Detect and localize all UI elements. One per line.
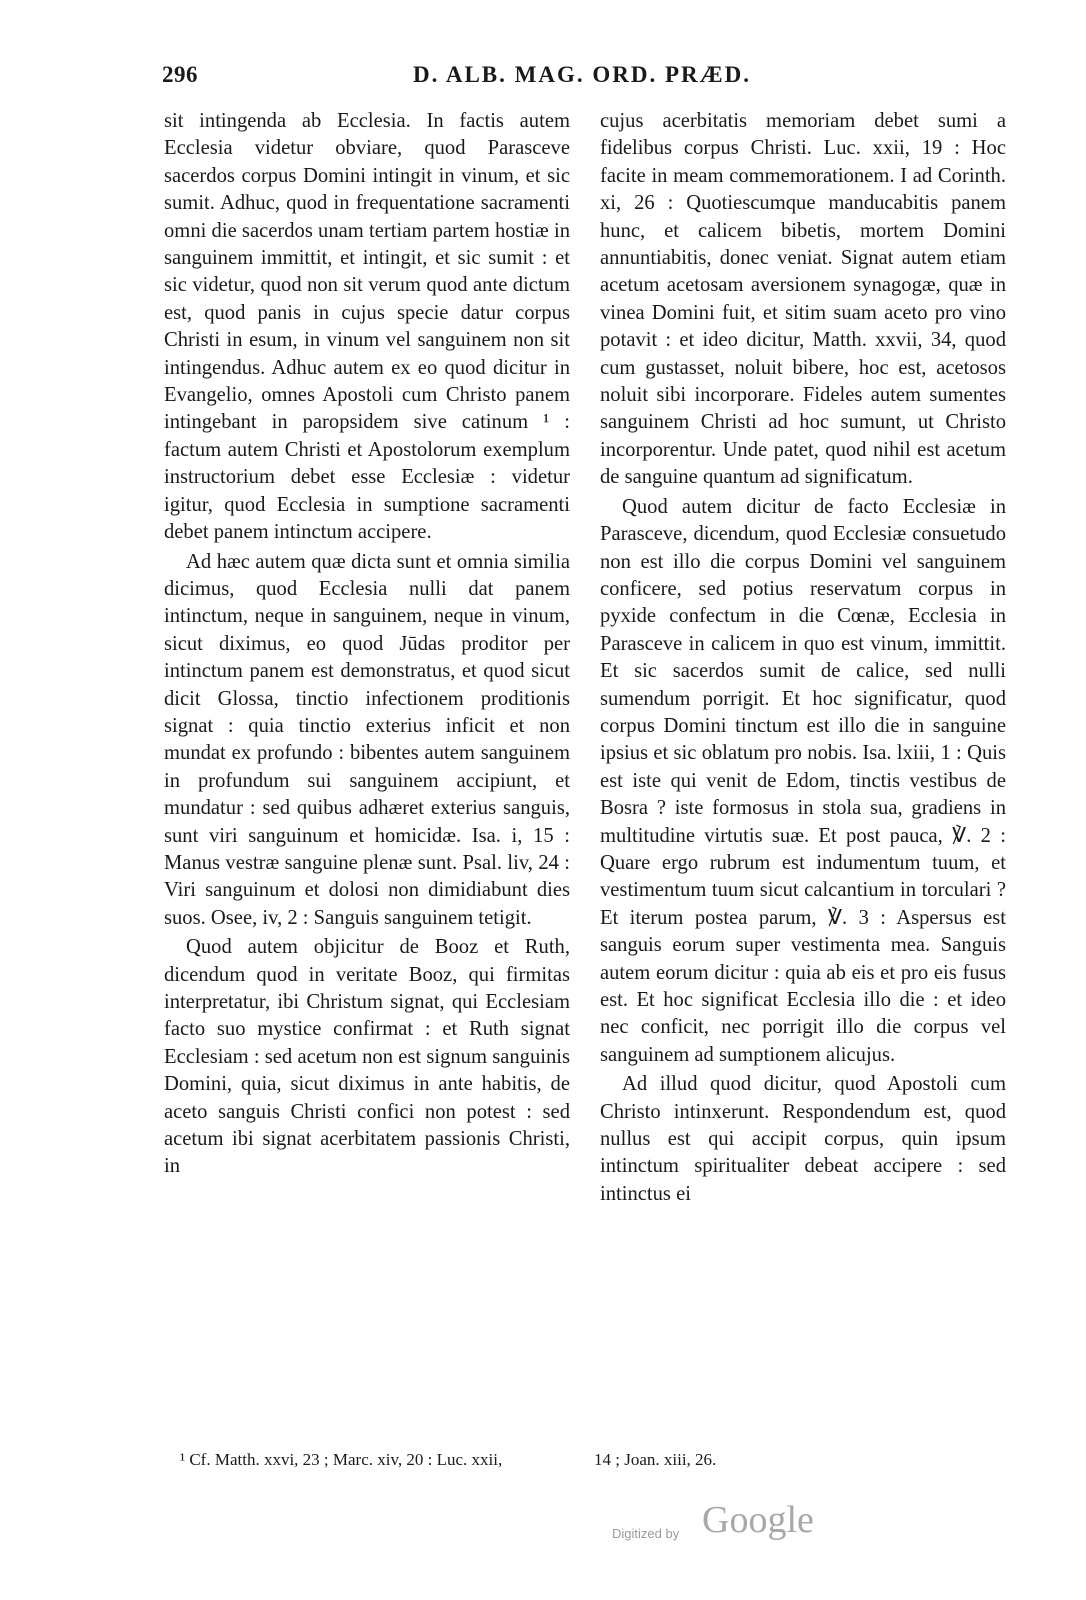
running-title: D. ALB. MAG. ORD. PRÆD.: [413, 62, 751, 87]
left-column: [164, 108, 570, 1181]
watermark-digitized-by: Digitized by: [612, 1526, 680, 1541]
right-paragraph-2: Quod autem dicitur de facto Ecclesiæ in Parasceve, dicendum, quod Ecclesiæ consuetudo non est illo die corpus Domini vel sanguinem conficere, sed potius reservatum corpus in pyxide confectum in die Cœnæ, Ecclesia in Parasceve in calicem in quo est vinum, immittit. Et sic sacerdos sumit de calice, sed nulli sumendum porrigit. Et hoc significatur, quod corpus Domini tinctum est illo die in sanguine ipsius et sic oblatum pro nobis. Isa. lxiii, 1 : Quis est iste qui venit de Edom, tinctis vestibus de Bosra ? iste formosus in stola sua, gradiens in multitudine virtutis suæ. Et post pauca, ℣. 2 : Quare ergo rubrum est indumentum tuum, et vestimentum tuum sicut calcantium in torculari ? Et iterum postea parum, ℣. 3 : Aspersus est sanguis eorum super vestimenta mea. Sanguis autem eorum dicitur : quia ab eis et pro eis fusus est. Et hoc significat Ecclesia illo die : et ideo nec conficit, nec porrigit illo die corpus vel sanguinem ad sumptionem alicujus.: [600, 495, 1006, 1066]
right-column: [600, 108, 1006, 1208]
watermark-google-logo: Google: [702, 1499, 814, 1541]
footnote-right: 14 ; Joan. xiii, 26.: [594, 1450, 717, 1469]
footnote-left: ¹ Cf. Matth. xxvi, 23 ; Marc. xiv, 20 : Luc. xxii,: [180, 1450, 503, 1469]
right-paragraph-1: cujus acerbitatis memoriam debet sumi a fidelibus corpus Christi. Luc. xxii, 19 : Hoc facite in meam commemorationem. I ad Corinth. xi, 26 : Quotiescumque manducabitis panem hunc, et calicem bibetis, mortem Domini annuntiabitis, donec veniat. Signat autem etiam acetum acetosam aversionem synagogæ, quæ in vinea Domini fuit, et sitim suam aceto pro vino potavit : et ideo dicitur, Matth. xxvii, 34, quod cum gustasset, noluit bibere, hoc est, acetosos noluit sibi incorporare. Fideles autem sumentes sanguinem Christi ad hoc sumunt, ut Christo incorporentur. Unde patet, quod nihil est acetum de sanguine quantum ad significatum.: [600, 110, 1006, 489]
left-paragraph-1: sit intingenda ab Ecclesia. In factis autem Ecclesia videtur obviare, quod Parasceve sacerdos corpus Domini intingit in vinum, et sic sumit. Adhuc, quod in frequentatione sacramenti omni die sacerdos unam tertiam partem hostiæ in sanguinem immittit, et intingit, et sic sumit : et sic videtur, quod non sit verum quod ante dictum est, quod panis in cujus specie datur corpus Christi in esum, in vinum vel sanguinem non sit intingendus. Adhuc autem ex eo quod dicitur in Evangelio, omnes Apostoli cum Christo panem intingebant in paropsidem sive catinum ¹ : factum autem Christi et Apostolorum exemplum instructorium debet esse Ecclesiæ : videtur igitur, quod Ecclesia in sumptione sacramenti debet panem intinctum accipere.: [164, 110, 570, 544]
page-number: 296: [162, 62, 198, 87]
left-paragraph-3: Quod autem objicitur de Booz et Ruth, dicendum quod in veritate Booz, qui firmitas interpretatur, ibi Christum signat, qui Ecclesiam facto suo mystice confirmat : et Ruth signat Ecclesiam : sed acetum non est signum sanguinis Domini, quia, sicut diximus in ante habitis, de aceto sanguis Christi confici non potest : sed acetum ibi signat acerbitatem passionis Christi, in: [164, 936, 570, 1178]
right-paragraph-3: Ad illud quod dicitur, quod Apostoli cum Christo intinxerunt. Respondendum est, quod nullus est qui accipit corpus, quin ipsum intinctum spiritualiter debeat accipere : sed intinctus ei: [600, 1073, 1006, 1205]
google-watermark: [612, 1498, 852, 1548]
page-header: [162, 62, 1002, 96]
left-paragraph-2: Ad hæc autem quæ dicta sunt et omnia similia dicimus, quod Ecclesia nulli dat panem intinctum, neque in sanguinem, neque in vinum, sicut diximus, eo quod Jūdas proditor per intinctum panem est demonstratus, et quod sicut dicit Glossa, tinctio infectionem proditionis signat : quia tinctio exterius inficit et non mundat ex profundo : bibentes autem sanguinem in profundum sui sanguinem accipiunt, et mundatur : sed quibus adhæret exterius sanguis, sunt viri sanguinum et homicidæ. Isa. i, 15 : Manus vestræ sanguine plenæ sunt. Psal. liv, 24 : Viri sanguinum et dolosi non dimidiabunt dies suos. Osee, iv, 2 : Sanguis sanguinem tetigit.: [164, 550, 570, 929]
